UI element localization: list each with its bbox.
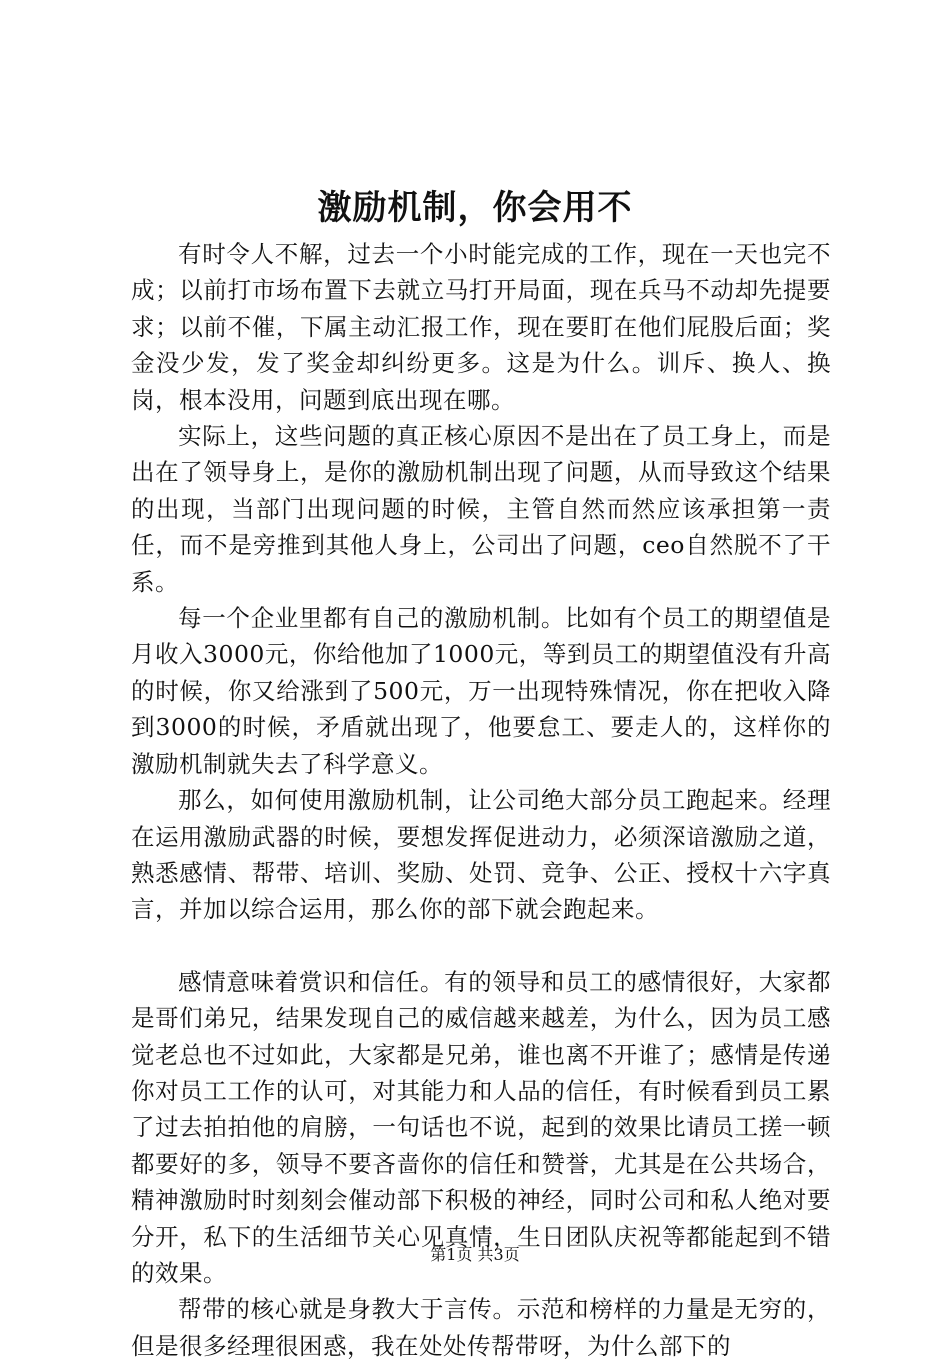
page-footer: 第1页 共3页 [430,1245,520,1264]
document-body [131,236,831,1364]
paragraph: 帮带的核心就是身教大于言传。示范和榜样的力量是无穷的，但是很多经理很困惑，我在处处传帮带呀，为什么部下的 [131,1295,831,1360]
paragraph: 实际上，这些问题的真正核心原因不是出在了员工身上，而是出在了领导身上，是你的激励机制出现了问题，从而导致这个结果的出现，当部门出现问题的时候，主管自然而然应该承担第一责任，而不是旁推到其他人身上，公司出了问题，ceo自然脱不了干系。 [131,422,831,596]
paragraph: 有时令人不解，过去一个小时能完成的工作，现在一天也完不成；以前打市场布置下去就立马打开局面，现在兵马不动却先提要求；以前不催，下属主动汇报工作，现在要盯在他们屁股后面；奖金没少发，发了奖金却纠纷更多。这是为什么。训斥、换人、换岗，根本没用，问题到底出现在哪。 [131,240,831,414]
document-title: 激励机制，你会用不 [317,188,633,228]
paragraph: 感情意味着赏识和信任。有的领导和员工的感情很好，大家都是哥们弟兄，结果发现自己的威信越来越差，为什么，因为员工感觉老总也不过如此，大家都是兄弟，谁也离不开谁了；感情是传递你对员工工作的认可，对其能力和人品的信任，有时候看到员工累了过去拍拍他的肩膀，一句话也不说，起到的效果比请员工搓一顿都要好的多，领导不要吝啬你的信任和赞誉，尤其是在公共场合，精神激励时时刻刻会催动部下积极的神经，同时公司和私人绝对要分开，私下的生活细节关心见真情，生日团队庆祝等都能起到不错的效果。 [131,967,831,1287]
paragraph: 那么，如何使用激励机制，让公司绝大部分员工跑起来。经理在运用激励武器的时候，要想发挥促进动力，必须深谙激励之道，熟悉感情、帮带、培训、奖励、处罚、竞争、公正、授权十六字真言，并加以综合运用，那么你的部下就会跑起来。 [131,786,831,924]
paragraph: 每一个企业里都有自己的激励机制。比如有个员工的期望值是月收入3000元，你给他加了1000元，等到员工的期望值没有升高的时候，你又给涨到了500元，万一出现特殊情况，你在把收入降到3000的时候，矛盾就出现了，他要怠工、要走人的，这样你的激励机制就失去了科学意义。 [131,604,831,778]
